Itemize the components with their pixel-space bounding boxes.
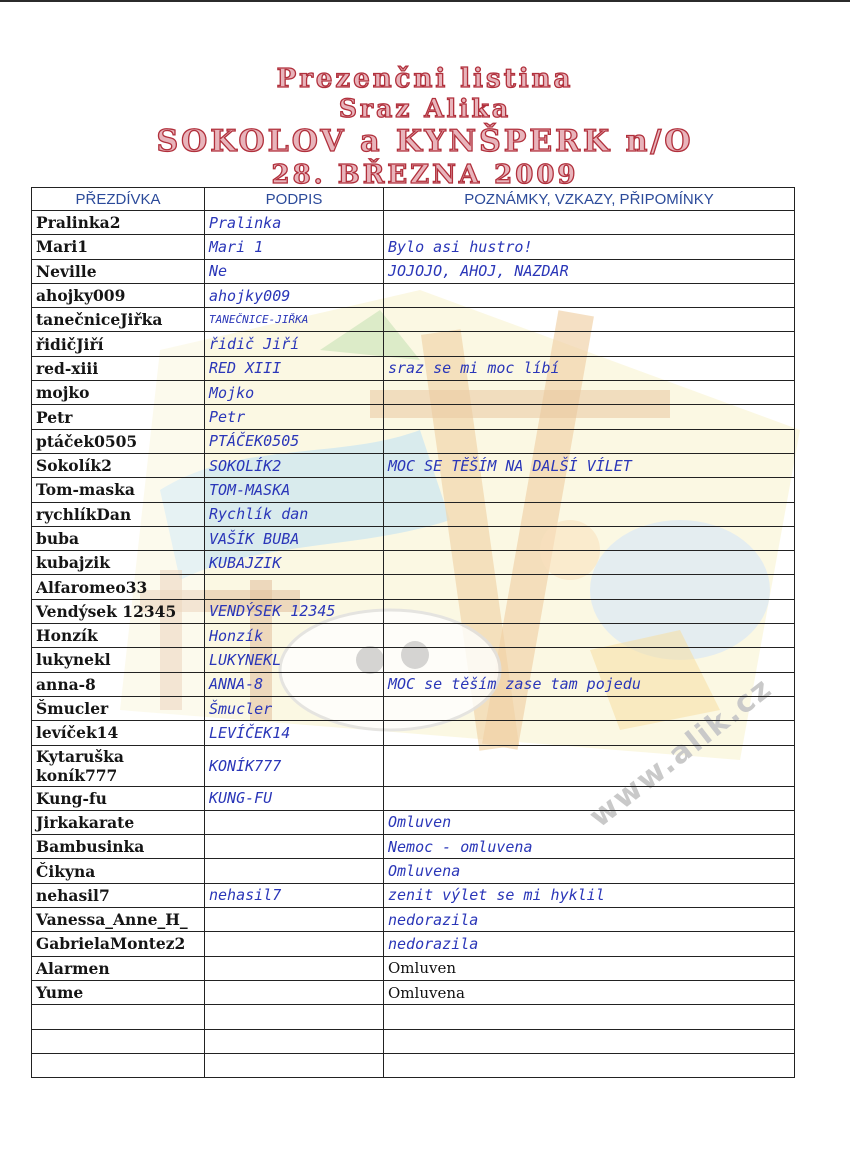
nickname-cell: Bambusinka bbox=[32, 835, 205, 859]
note-cell bbox=[384, 526, 795, 550]
note-cell: JOJOJO, AHOJ, NAZDAR bbox=[384, 259, 795, 283]
table-row bbox=[32, 453, 795, 477]
table-row bbox=[32, 956, 795, 980]
nickname-cell: buba bbox=[32, 526, 205, 550]
table-row bbox=[32, 599, 795, 623]
note-cell bbox=[384, 696, 795, 720]
note-cell: Omluven bbox=[384, 956, 795, 980]
nickname-cell: red-xiii bbox=[32, 356, 205, 380]
signature-cell: VAŠÍK BUBA bbox=[205, 526, 384, 550]
header-signature: PODPIS bbox=[205, 188, 384, 211]
table-row bbox=[32, 932, 795, 956]
signature-cell bbox=[205, 575, 384, 599]
nickname-cell: lukynekl bbox=[32, 648, 205, 672]
table-row bbox=[32, 624, 795, 648]
signature-cell: řidič Jiří bbox=[205, 332, 384, 356]
nickname-cell: Sokolík2 bbox=[32, 453, 205, 477]
table-row bbox=[32, 1053, 795, 1077]
nickname-cell: Tom-maska bbox=[32, 478, 205, 502]
table-row bbox=[32, 859, 795, 883]
note-cell bbox=[384, 332, 795, 356]
table-row bbox=[32, 211, 795, 235]
table-row bbox=[32, 648, 795, 672]
nickname-cell bbox=[32, 1005, 205, 1029]
nickname-cell: ahojky009 bbox=[32, 283, 205, 307]
signature-cell: SOKOLÍK2 bbox=[205, 453, 384, 477]
note-cell bbox=[384, 308, 795, 332]
title-line-1: Prezenčni listina bbox=[276, 64, 574, 94]
table-row bbox=[32, 1005, 795, 1029]
nickname-cell: levíček14 bbox=[32, 721, 205, 745]
table-row bbox=[32, 405, 795, 429]
nickname-cell: Kung-fu bbox=[32, 786, 205, 810]
nickname-cell: nehasil7 bbox=[32, 883, 205, 907]
signature-cell bbox=[205, 1029, 384, 1053]
table-row bbox=[32, 810, 795, 834]
note-cell bbox=[384, 429, 795, 453]
watermark-text: www.alik.cz bbox=[582, 670, 780, 835]
table-row bbox=[32, 259, 795, 283]
title-line-3: SOKOLOV a KYNŠPERK n/O bbox=[156, 124, 694, 159]
title-line-4: 28. BŘEZNA 2009 bbox=[271, 160, 579, 190]
nickname-cell: Alfaromeo33 bbox=[32, 575, 205, 599]
nickname-cell: anna-8 bbox=[32, 672, 205, 696]
signature-cell bbox=[205, 859, 384, 883]
table-row bbox=[32, 883, 795, 907]
nickname-cell: Šmucler bbox=[32, 696, 205, 720]
title-line-2: Sraz Alika bbox=[338, 94, 512, 123]
table-row bbox=[32, 672, 795, 696]
signature-cell: Ne bbox=[205, 259, 384, 283]
table-row bbox=[32, 356, 795, 380]
signature-cell: VENDÝSEK 12345 bbox=[205, 599, 384, 623]
note-cell bbox=[384, 502, 795, 526]
table-row bbox=[32, 283, 795, 307]
table-row bbox=[32, 381, 795, 405]
note-cell bbox=[384, 381, 795, 405]
note-cell: MOC SE TĚŠÍM NA DALŠÍ VÍLET bbox=[384, 453, 795, 477]
note-cell bbox=[384, 405, 795, 429]
table-row bbox=[32, 696, 795, 720]
table-row bbox=[32, 526, 795, 550]
note-cell bbox=[384, 624, 795, 648]
note-cell: nedorazila bbox=[384, 908, 795, 932]
signature-cell: Petr bbox=[205, 405, 384, 429]
nickname-cell: Čikyna bbox=[32, 859, 205, 883]
table-row bbox=[32, 575, 795, 599]
table-row bbox=[32, 1029, 795, 1053]
signature-cell bbox=[205, 956, 384, 980]
note-cell bbox=[384, 599, 795, 623]
note-cell bbox=[384, 211, 795, 235]
note-cell: MOC se těším zase tam pojedu bbox=[384, 672, 795, 696]
signature-cell: ANNA-8 bbox=[205, 672, 384, 696]
note-cell bbox=[384, 283, 795, 307]
table-row bbox=[32, 332, 795, 356]
signature-cell bbox=[205, 835, 384, 859]
table-row bbox=[32, 908, 795, 932]
note-cell: Nemoc - omluvena bbox=[384, 835, 795, 859]
signature-cell bbox=[205, 908, 384, 932]
nickname-cell: Pralinka2 bbox=[32, 211, 205, 235]
signature-cell: KUNG-FU bbox=[205, 786, 384, 810]
note-cell: Omluvena bbox=[384, 859, 795, 883]
nickname-cell: Neville bbox=[32, 259, 205, 283]
nickname-cell: GabrielaMontez2 bbox=[32, 932, 205, 956]
nickname-cell: Yume bbox=[32, 980, 205, 1004]
nickname-cell: tanečniceJiřka bbox=[32, 308, 205, 332]
signature-cell: Mari 1 bbox=[205, 235, 384, 259]
attendance-table bbox=[31, 187, 795, 1078]
table-header-row bbox=[32, 188, 795, 211]
signature-cell: PTÁČEK0505 bbox=[205, 429, 384, 453]
nickname-cell: Kytaruška koník777 bbox=[32, 745, 205, 786]
note-cell: sraz se mi moc líbí bbox=[384, 356, 795, 380]
signature-cell bbox=[205, 1005, 384, 1029]
nickname-cell: Mari1 bbox=[32, 235, 205, 259]
signature-cell: Rychlík dan bbox=[205, 502, 384, 526]
nickname-cell: mojko bbox=[32, 381, 205, 405]
nickname-cell: Honzík bbox=[32, 624, 205, 648]
document-title bbox=[0, 64, 850, 190]
note-cell bbox=[384, 1053, 795, 1077]
table-row bbox=[32, 308, 795, 332]
signature-cell: TANEČNICE-JIŘKA bbox=[205, 308, 384, 332]
note-cell bbox=[384, 575, 795, 599]
signature-cell bbox=[205, 980, 384, 1004]
signature-cell bbox=[205, 810, 384, 834]
nickname-cell bbox=[32, 1029, 205, 1053]
scan-edge-line bbox=[0, 0, 850, 2]
signature-cell bbox=[205, 932, 384, 956]
signature-cell: Mojko bbox=[205, 381, 384, 405]
signature-cell: nehasil7 bbox=[205, 883, 384, 907]
table-row bbox=[32, 502, 795, 526]
nickname-cell: Vendýsek 12345 bbox=[32, 599, 205, 623]
note-cell bbox=[384, 478, 795, 502]
signature-cell: RED XIII bbox=[205, 356, 384, 380]
signature-cell: Pralinka bbox=[205, 211, 384, 235]
note-cell bbox=[384, 721, 795, 745]
signature-cell: Šmucler bbox=[205, 696, 384, 720]
nickname-cell bbox=[32, 1053, 205, 1077]
table-row bbox=[32, 786, 795, 810]
note-cell bbox=[384, 786, 795, 810]
nickname-cell: Jirkakarate bbox=[32, 810, 205, 834]
signature-cell: LEVÍČEK14 bbox=[205, 721, 384, 745]
nickname-cell: Vanessa_Anne_H_ bbox=[32, 908, 205, 932]
nickname-cell: Petr bbox=[32, 405, 205, 429]
note-cell bbox=[384, 745, 795, 786]
table-row bbox=[32, 235, 795, 259]
nickname-cell: kubajzik bbox=[32, 551, 205, 575]
signature-cell: ahojky009 bbox=[205, 283, 384, 307]
signature-cell: KONÍK777 bbox=[205, 745, 384, 786]
note-cell: zenit výlet se mi hyklil bbox=[384, 883, 795, 907]
note-cell bbox=[384, 648, 795, 672]
signature-cell bbox=[205, 1053, 384, 1077]
table-row bbox=[32, 745, 795, 786]
table-row bbox=[32, 980, 795, 1004]
note-cell bbox=[384, 551, 795, 575]
note-cell: Bylo asi hustro! bbox=[384, 235, 795, 259]
signature-cell: TOM-MASKA bbox=[205, 478, 384, 502]
signature-cell: Honzík bbox=[205, 624, 384, 648]
signature-cell: LUKYNEKL bbox=[205, 648, 384, 672]
header-nickname: PŘEZDÍVKA bbox=[32, 188, 205, 211]
table-row bbox=[32, 429, 795, 453]
table-row bbox=[32, 835, 795, 859]
nickname-cell: rychlíkDan bbox=[32, 502, 205, 526]
note-cell bbox=[384, 1029, 795, 1053]
note-cell bbox=[384, 1005, 795, 1029]
table-row bbox=[32, 478, 795, 502]
nickname-cell: řidičJiří bbox=[32, 332, 205, 356]
nickname-cell: Alarmen bbox=[32, 956, 205, 980]
nickname-cell: ptáček0505 bbox=[32, 429, 205, 453]
signature-cell: KUBAJZIK bbox=[205, 551, 384, 575]
table-row bbox=[32, 551, 795, 575]
table-row bbox=[32, 721, 795, 745]
note-cell: nedorazila bbox=[384, 932, 795, 956]
note-cell: Omluven bbox=[384, 810, 795, 834]
header-notes: POZNÁMKY, VZKAZY, PŘIPOMÍNKY bbox=[384, 188, 795, 211]
note-cell: Omluvena bbox=[384, 980, 795, 1004]
